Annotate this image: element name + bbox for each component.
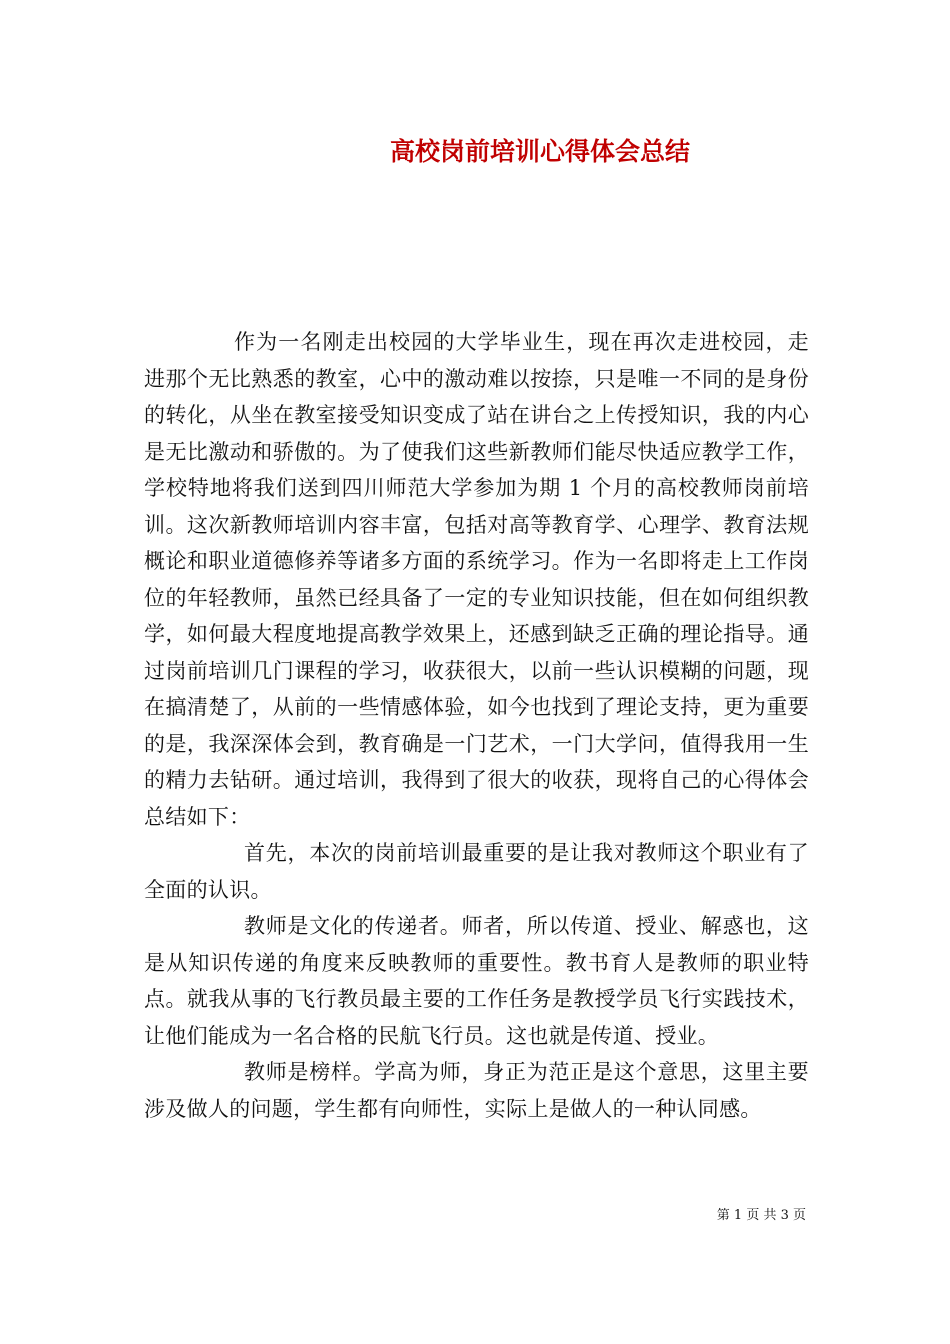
page-number: 第 1 页 共 3 页 xyxy=(716,1208,806,1223)
document-title: 高校岗前培训心得体会总结 xyxy=(389,137,690,166)
document-body xyxy=(144,324,809,1127)
paragraph-intro: 作为一名刚走出校园的大学毕业生，现在再次走进校园，走进那个无比熟悉的教室，心中的激动难以按捺，只是唯一不同的是身份的转化，从坐在教室接受知识变成了站在讲台之上传授知识，我的内心是无比激动和骄傲的。为了使我们这些新教师们能尽快适应教学工作，学校特地将我们送到四川师范大学参加为期 1 个月的高校教师岗前培训。这次新教师培训内容丰富，包括对高等教育学、心理学、教育法规概论和职业道德修养等诸多方面的系统学习。作为一名即将走上工作岗位的年轻教师，虽然已经具备了一定的专业知识技能，但在如何组织教学，如何最大程度地提高教学效果上，还感到缺乏正确的理论指导。通过岗前培训几门课程的学习，收获很大，以前一些认识模糊的问题，现在搞清楚了，从前的一些情感体验，如今也找到了理论支持，更为重要的是，我深深体会到，教育确是一门艺术，一门大学问，值得我用一生的精力去钻研。通过培训，我得到了很大的收获，现将自己的心得体会总结如下： xyxy=(144,330,809,829)
paragraph-teacher-transmitter: 教师是文化的传递者。师者，所以传道、授业、解惑也，这是从知识传递的角度来反映教师的重要性。教书育人是教师的职业特点。就我从事的飞行教员最主要的工作任务是教授学员飞行实践技术，让他们能成为一名合格的民航飞行员。这也就是传道、授业。 xyxy=(144,914,809,1048)
paragraph-first-point: 首先，本次的岗前培训最重要的是让我对教师这个职业有了全面的认识。 xyxy=(144,841,809,902)
paragraph-teacher-role-model: 教师是榜样。学高为师，身正为范正是这个意思，这里主要涉及做人的问题，学生都有向师性，实际上是做人的一种认同感。 xyxy=(144,1060,809,1121)
